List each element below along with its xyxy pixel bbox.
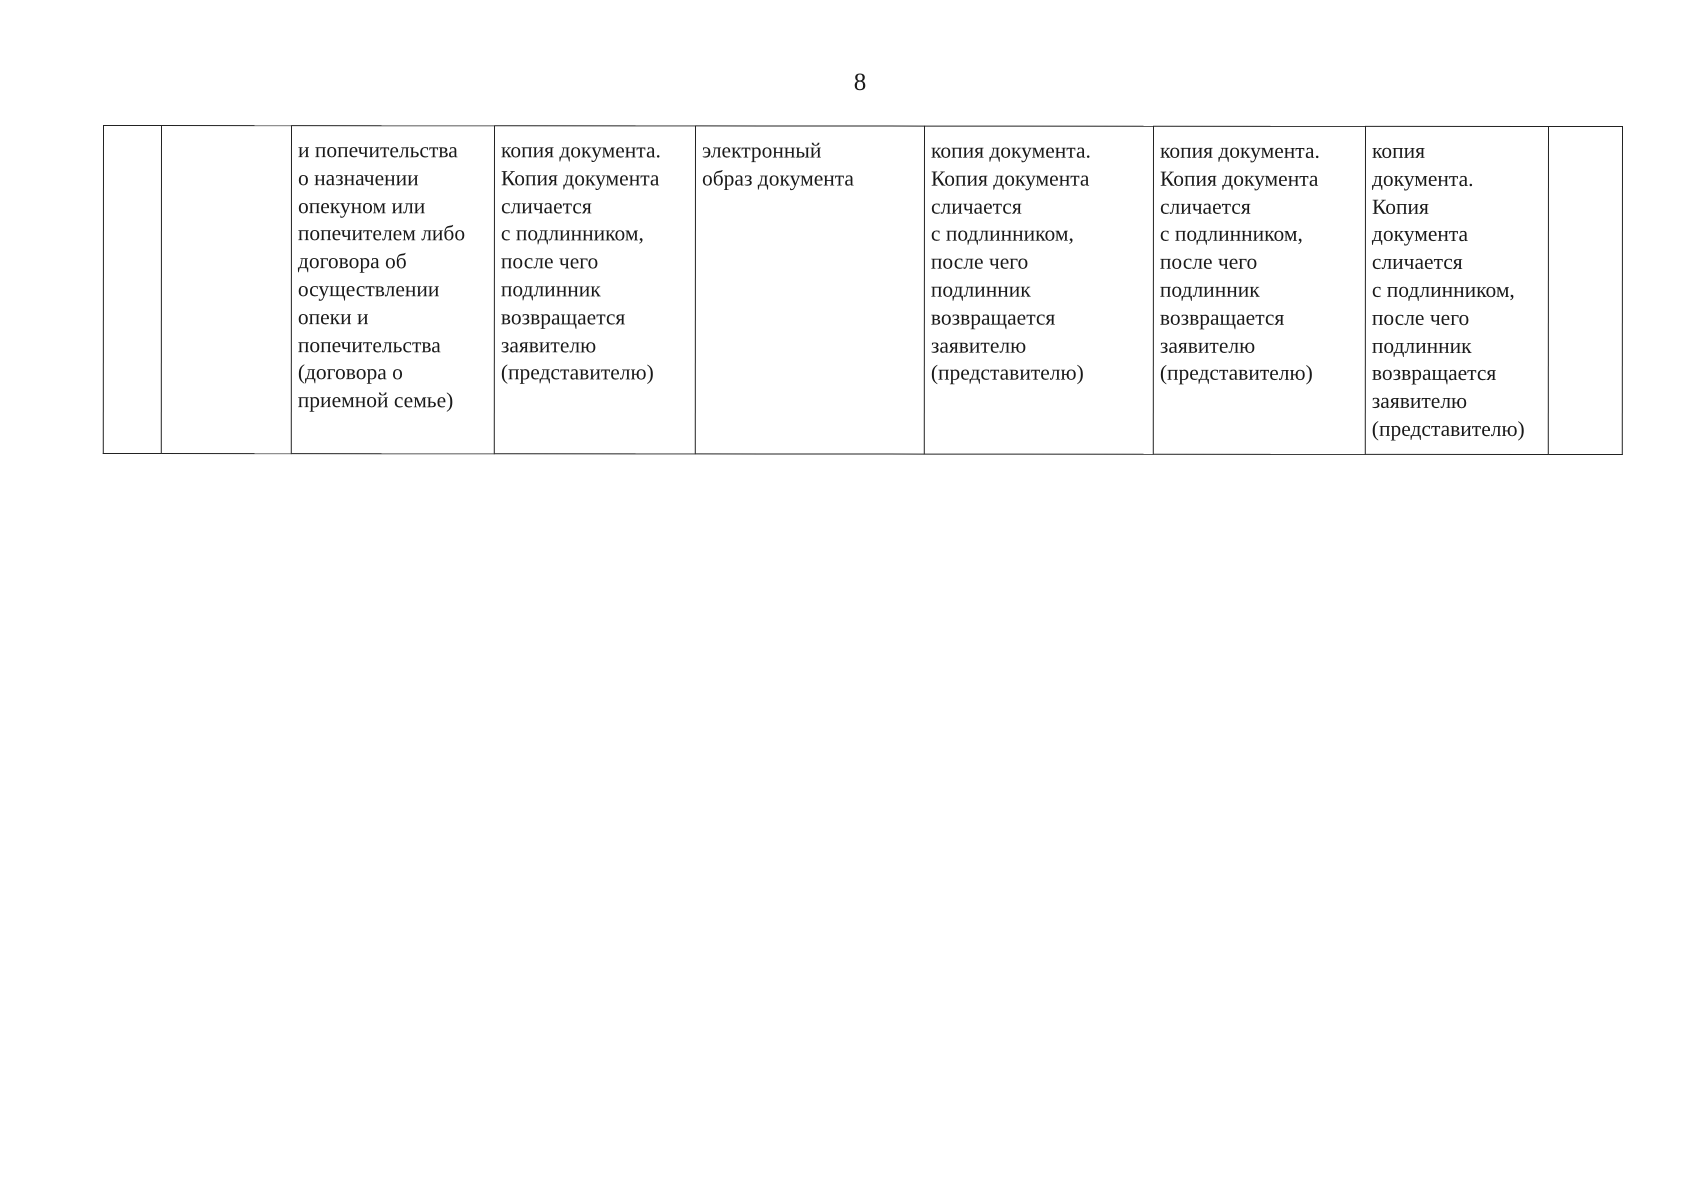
page-number: 8 xyxy=(853,69,867,96)
table-cell-paper-form: копия документа. Копия документа сличается с подлинником, после чего подлинник возвращается заявителю (представителю) xyxy=(494,126,695,454)
table-cell-copy-rule-1: копия документа. Копия документа сличается с подлинником, после чего подлинник возвращается заявителю (представителю) xyxy=(924,126,1153,454)
table-cell-copy-rule-3: копия документа. Копия документа сличается с подлинником, после чего подлинник возвращается заявителю (представителю) xyxy=(1365,126,1548,454)
table-cell-electronic-form: электронный образ документа xyxy=(695,126,924,454)
table-cell-number xyxy=(103,126,161,454)
table-cell-document: и попечительства о назначении опекуном или попечителем либо договора об осуществлении опеки и попечительства (договора о приемной семье) xyxy=(291,126,494,454)
table-row xyxy=(103,126,1622,455)
table-cell-name xyxy=(161,126,291,454)
table-cell-copy-rule-2: копия документа. Копия документа сличается с подлинником, после чего подлинник возвращается заявителю (представителю) xyxy=(1153,126,1365,454)
document-table xyxy=(103,125,1623,455)
table-cell-last xyxy=(1548,127,1622,455)
